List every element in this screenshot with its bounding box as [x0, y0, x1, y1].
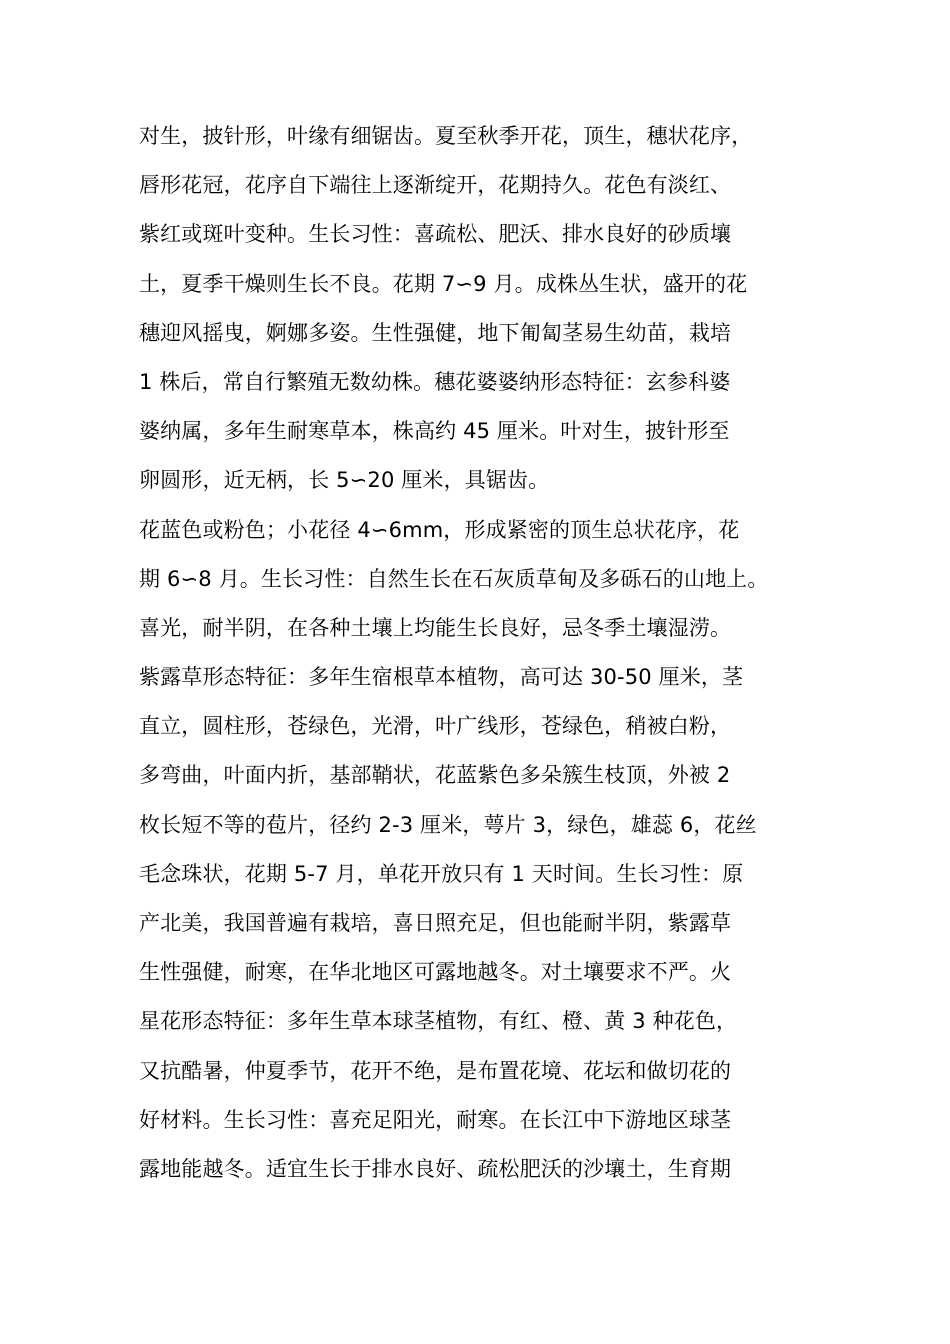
text-line: 生性强健，耐寒，在华北地区可露地越冬。对土壤要求不严。火: [139, 960, 732, 985]
text-line: 好材料。生长习性：喜充足阳光，耐寒。在长江中下游地区球茎: [139, 1107, 732, 1132]
text-line: 多弯曲，叶面内折，基部鞘状，花蓝紫色多朵簇生枝顶，外被 2: [139, 763, 731, 788]
text-line: 期 6∽8 月。生长习性：自然生长在石灰质草甸及多砾石的山地上。: [139, 566, 769, 591]
text-line: 紫露草形态特征：多年生宿根草本植物，高可达 30-50 厘米，茎: [139, 665, 744, 690]
text-line: 1 株后，常自行繁殖无数幼株。穗花婆婆纳形态特征：玄参科婆: [139, 369, 731, 394]
text-line: 婆纳属，多年生耐寒草本，株高约 45 厘米。叶对生，披针形至: [139, 419, 730, 444]
text-line: 紫红或斑叶变种。生长习性：喜疏松、肥沃、排水良好的砂质壤: [139, 222, 732, 247]
body-text: [139, 112, 839, 1194]
text-line: 毛念珠状，花期 5-7 月，单花开放只有 1 天时间。生长习性：原: [139, 861, 744, 886]
text-line: 对生，披针形，叶缘有细锯齿。夏至秋季开花，顶生，穗状花序，: [139, 124, 753, 148]
text-line: 花蓝色或粉色；小花径 4∽6mm，形成紧密的顶生总状花序，花: [139, 517, 740, 542]
text-line: 星花形态特征：多年生草本球茎植物，有红、橙、黄 3 种花色，: [139, 1009, 738, 1034]
text-line: 唇形花冠，花序自下端往上逐渐绽开，花期持久。花色有淡红、: [139, 173, 732, 198]
text-line: 枚长短不等的苞片，径约 2-3 厘米，萼片 3，绿色，雄蕊 6，花丝: [139, 812, 757, 837]
text-line: 露地能越冬。适宜生长于排水良好、疏松肥沃的沙壤土，生育期: [139, 1156, 732, 1181]
text-line: 又抗酷暑，仲夏季节，花开不绝，是布置花境、花坛和做切花的: [139, 1058, 732, 1083]
text-line: 直立，圆柱形，苍绿色，光滑，叶广线形，苍绿色，稍被白粉，: [139, 714, 732, 739]
text-line: 穗迎风摇曳，婀娜多姿。生性强健，地下匍匐茎易生幼苗，栽培: [139, 320, 732, 345]
text-line: 土，夏季干燥则生长不良。花期 7∽9 月。成株丛生状，盛开的花: [139, 271, 748, 296]
text-line: 喜光，耐半阴，在各种土壤上均能生长良好，忌冬季土壤湿涝。: [139, 615, 732, 640]
text-line: 卵圆形，近无柄，长 5∽20 厘米，具锯齿。: [139, 468, 550, 493]
text-line: 产北美，我国普遍有栽培，喜日照充足，但也能耐半阴，紫露草: [139, 911, 732, 935]
